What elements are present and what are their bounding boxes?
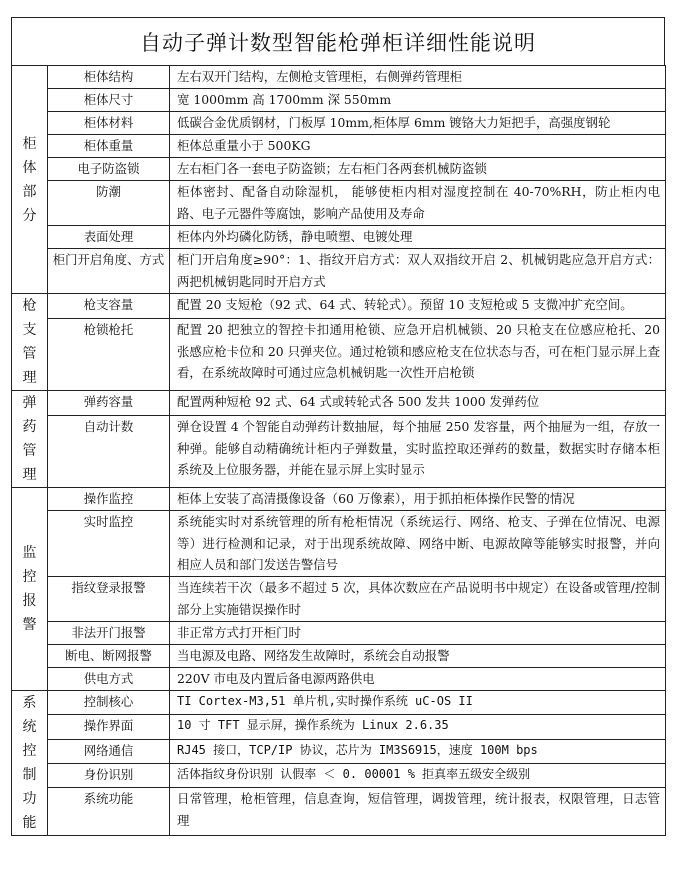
spec-value: RJ45 接口，TCP/IP 协议，芯片为 IM3S6915，速度 100M bps [170, 739, 666, 763]
table-row [12, 158, 666, 181]
spec-value: 柜体内外均磷化防锈，静电喷塑、电镀处理 [170, 226, 666, 249]
spec-label: 实时监控 [48, 511, 170, 577]
section-label [12, 691, 48, 836]
table-row [12, 488, 666, 511]
table-row [12, 294, 666, 319]
spec-label: 枪锁枪托 [48, 319, 170, 391]
spec-value: 配置 20 把独立的智控卡扣通用枪锁、应急开启机械锁、20 只枪支在位感应枪托、20 张感应枪卡位和 20 只弹夹位。通过枪锁和感应枪支在位状态与否，可在柜门显示屏上查看，在系统故障时可通过应急机械钥匙一次性开启枪锁 [170, 319, 666, 391]
table-row [12, 622, 666, 645]
spec-value: 柜体密封、配备自动除湿机， 能够使柜内相对湿度控制在 40-70%RH，防止柜内电路、电子元器件等腐蚀，影响产品使用及寿命 [170, 181, 666, 226]
table-row [12, 788, 666, 836]
spec-value: 10 寸 TFT 显示屏，操作系统为 Linux 2.6.35 [170, 715, 666, 739]
spec-label: 枪支容量 [48, 294, 170, 319]
spec-value: 低碳合金优质钢材，门板厚 10mm,柜体厚 6mm 镀铬大力矩把手，高强度钢轮 [170, 112, 666, 135]
spec-value: 弹仓设置 4 个智能自动弹药计数抽屉，每个抽屉 250 发容量，两个抽屉为一组，存放一种弹。能够自动精确统计柜内子弹数量，实时监控取还弹药的数量，数据实时存储本柜系统及上位服务器，并能在显示屏上实时显示 [170, 416, 666, 488]
section-label [12, 294, 48, 391]
table-row [12, 391, 666, 416]
spec-value: 当连续若干次（最多不超过 5 次，具体次数应在产品说明书中规定）在设备或管理/控制部分上实施错误操作时 [170, 577, 666, 622]
spec-label: 防潮 [48, 181, 170, 226]
table-row [12, 89, 666, 112]
spec-value: 柜体总重量小于 500KG [170, 135, 666, 158]
table-row [12, 416, 666, 488]
section-label [12, 488, 48, 691]
spec-value: 柜门开启角度≥90°：1、指纹开启方式：双人双指纹开启 2、机械钥匙应急开启方式：两把机械钥匙同时开启方式 [170, 249, 666, 294]
table-row [12, 763, 666, 787]
spec-value: 当电源及电路、网络发生故障时，系统会自动报警 [170, 645, 666, 668]
table-row [12, 135, 666, 158]
spec-label: 柜体结构 [48, 66, 170, 89]
spec-value: 宽 1000mm 高 1700mm 深 550mm [170, 89, 666, 112]
spec-label: 表面处理 [48, 226, 170, 249]
spec-label: 身份识别 [48, 763, 170, 787]
spec-label: 操作监控 [48, 488, 170, 511]
table-row [12, 249, 666, 294]
spec-label: 柜体尺寸 [48, 89, 170, 112]
spec-label: 柜门开启角度、方式 [48, 249, 170, 294]
spec-value: 日常管理，枪柜管理，信息查询，短信管理，调拨管理，统计报表，权限管理，日志管理 [170, 788, 666, 836]
spec-value: 柜体上安装了高清摄像设备（60 万像素），用于抓拍柜体操作民警的情况 [170, 488, 666, 511]
spec-label: 控制核心 [48, 691, 170, 715]
table-row [12, 181, 666, 226]
table-row [12, 319, 666, 391]
spec-value: 非正常方式打开柜门时 [170, 622, 666, 645]
table-row [12, 715, 666, 739]
table-row [12, 112, 666, 135]
spec-label: 网络通信 [48, 739, 170, 763]
section-name: 监控报警 [22, 545, 37, 633]
table-row [12, 577, 666, 622]
table-row [12, 645, 666, 668]
spec-value: 系统能实时对系统管理的所有枪柜情况（系统运行、网络、枪支、子弹在位情况、电源等）进行检测和记录，对于出现系统故障、网络中断、电源故障等能够实时报警，并向相应人员和部门发送告警信号 [170, 511, 666, 577]
document-title: 自动子弹计数型智能枪弹柜详细性能说明 [11, 17, 665, 65]
spec-label: 非法开门报警 [48, 622, 170, 645]
spec-label: 电子防盗锁 [48, 158, 170, 181]
spec-label: 柜体材料 [48, 112, 170, 135]
spec-label: 操作界面 [48, 715, 170, 739]
section-name: 柜体部分 [22, 135, 37, 224]
section-label [12, 391, 48, 488]
spec-value: 配置两种短枪 92 式、64 式或转轮式各 500 发共 1000 发弹药位 [170, 391, 666, 416]
spec-label: 指纹登录报警 [48, 577, 170, 622]
table-row [12, 511, 666, 577]
table-row [12, 226, 666, 249]
spec-value: 配置 20 支短枪（92 式、64 式、转轮式）。预留 10 支短枪或 5 支微冲扩充空间。 [170, 294, 666, 319]
spec-label: 自动计数 [48, 416, 170, 488]
spec-label: 断电、断网报警 [48, 645, 170, 668]
table-row [12, 66, 666, 89]
spec-label: 系统功能 [48, 788, 170, 836]
section-label [12, 66, 48, 294]
spec-label: 供电方式 [48, 668, 170, 691]
spec-table [11, 65, 666, 836]
section-name: 枪支管理 [22, 298, 37, 386]
table-row [12, 691, 666, 715]
table-row [12, 668, 666, 691]
spec-value: 220V 市电及内置后备电源两路供电 [170, 668, 666, 691]
spec-value: 活体指纹身份识别 认假率 ＜ 0. 00001 % 拒真率五级安全级别 [170, 763, 666, 787]
spec-value: TI Cortex-M3,51 单片机,实时操作系统 uC-OS II [170, 691, 666, 715]
section-name: 弹药管理 [22, 395, 37, 483]
table-row [12, 739, 666, 763]
spec-value: 左右柜门各一套电子防盗锁；左右柜门各两套机械防盗锁 [170, 158, 666, 181]
section-name: 系统控制功能 [22, 695, 37, 831]
spec-label: 柜体重量 [48, 135, 170, 158]
spec-sheet [11, 17, 665, 836]
spec-value: 左右双开门结构，左侧枪支管理柜，右侧弹药管理柜 [170, 66, 666, 89]
spec-label: 弹药容量 [48, 391, 170, 416]
